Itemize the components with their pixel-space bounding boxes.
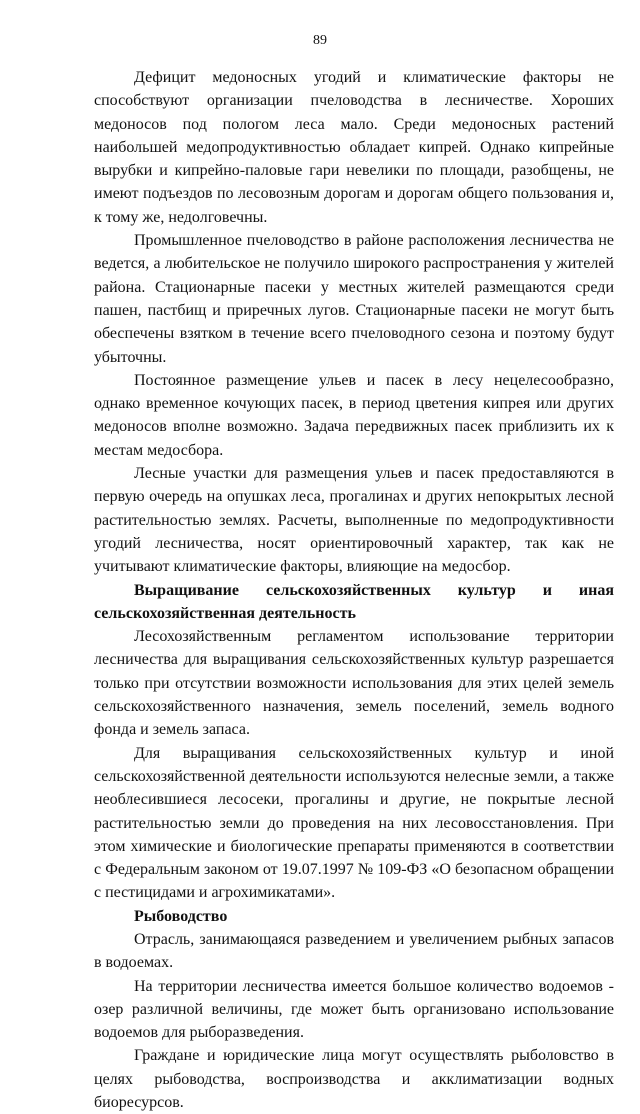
page-number: 89 xyxy=(313,33,327,48)
paragraph-nonforest-lands: Для выращивания сельскохозяйственных культур и иной сельскохозяйственной деятельности используются нелесные земли, а также необлесившиеся лесосеки, прогалины и другие, не покрытые лесной растительностью земли до проведения на них лесовосстановления. При этом химические и биологические препараты применяются в соответствии с Федеральным законом от 19.07.1997 № 109-ФЗ «О безопасном обращении с пестицидами и агрохимикатами». xyxy=(94,744,614,902)
paragraph-forestry-regulation: Лесохозяйственным регламентом использование территории лесничества для выращивания сельскохозяйственных культур разрешается только при отсутствии возможности использования для этих целей земель сельскохозяйственного назначения, земель поселений, земель водного фонда и земель запаса. xyxy=(94,628,614,739)
paragraph-fish-farming-definition: Отрасль, занимающаяся разведением и увеличением рыбных запасов в водоемах. xyxy=(94,930,614,972)
section-heading-fish-farming: Рыбоводство xyxy=(134,907,228,925)
paragraph-fishing-rights: Граждане и юридические лица могут осуществлять рыболовство в целях рыбоводства, воспроизводства и акклиматизации водных биоресурсов. xyxy=(94,1047,614,1112)
paragraph-industrial-beekeeping: Промышленное пчеловодство в районе расположения лесничества не ведется, а любительское не получило широкого распространения у жителей района. Стационарные пасеки у местных жителей размещаются среди пашен, пастбищ и приречных лугов. Стационарные пасеки не могут быть обеспечены взятком в течение всего пчеловодного сезона и поэтому будут убыточны. xyxy=(94,232,614,366)
page-body xyxy=(94,66,614,1114)
paragraph-water-bodies: На территории лесничества имеется большое количество водоемов - озер различной величины, где может быть организовано использование водоемов для рыборазведения. xyxy=(94,977,614,1042)
section-heading-agriculture: Выращивание сельскохозяйственных культур и иная сельскохозяйственная деятельность xyxy=(94,581,614,622)
paragraph-hive-placement: Постоянное размещение ульев и пасек в лесу нецелесообразно, однако временное кочующих пасек, в период цветения кипрея или других медоносов вполне возможно. Задача передвижных пасек приблизить их к местам медосбора. xyxy=(94,371,614,459)
paragraph-beekeeping-factors: Дефицит медоносных угодий и климатические факторы не способствуют организации пчеловодства в лесничестве. Хороших медоносов под пологом леса мало. Среди медоносных растений наибольшей медопродуктивностью обладает кипрей. Однако кипрейные вырубки и кипрейно-паловые гари невелики по площади, разобщены, не имеют подъездов по лесовозным дорогам и дорогам общего пользования и, к тому же, недолговечны. xyxy=(94,69,614,226)
paragraph-apiary-plots: Лесные участки для размещения ульев и пасек предоставляются в первую очередь на опушках леса, прогалинах и других непокрытых лесной растительностью землях. Расчеты, выполненные по медопродуктивности угодий лесничества, носят ориентировочный характер, так как не учитывают климатические факторы, влияющие на медосбор. xyxy=(94,465,614,576)
